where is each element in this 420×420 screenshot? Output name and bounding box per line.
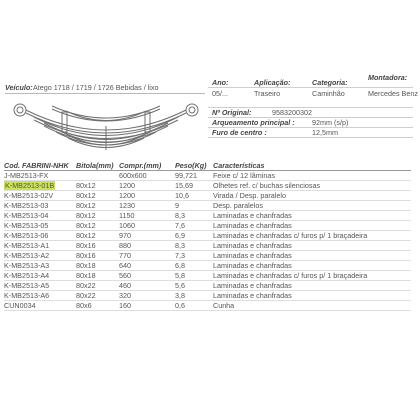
original-number-value: 9583200302: [272, 108, 312, 117]
center-hole-label: Furo de centro :: [212, 128, 267, 137]
part-gauge: 80x12: [76, 201, 96, 210]
manufacturer-header: Montadora:: [368, 73, 408, 82]
part-gauge: 80x12: [76, 221, 96, 230]
col-gauge-header: Bitola(mm): [76, 161, 114, 170]
part-length: 1230: [119, 201, 135, 210]
part-weight: 5,6: [175, 281, 185, 290]
application-value: Traseiro: [254, 89, 281, 98]
col-weight-header: Peso(Kg): [175, 161, 207, 170]
part-features: Laminadas e chanfradas: [213, 221, 292, 230]
part-weight: 7,6: [175, 221, 185, 230]
info-headers-row: [208, 73, 413, 88]
part-code: K-MB2513-05: [4, 221, 49, 230]
part-gauge: 80x12: [76, 231, 96, 240]
part-gauge: 80x12: [76, 191, 96, 200]
part-features: Laminadas e chanfradas: [213, 211, 292, 220]
leaf-spring-illustration: [4, 92, 208, 158]
part-weight: 3,8: [175, 291, 185, 300]
part-length: 600x600: [119, 171, 147, 180]
category-header: Categoria:: [312, 78, 348, 87]
part-features: Cunha: [213, 301, 235, 310]
part-features: Laminadas e chanfradas: [213, 251, 292, 260]
part-length: 640: [119, 261, 131, 270]
part-features: Laminadas e chanfradas c/ furos p/ 1 braçadeira: [213, 271, 368, 280]
part-weight: 8,3: [175, 241, 185, 250]
part-code: CUN0034: [4, 301, 36, 310]
part-code: K-MB2513-A5: [4, 281, 50, 290]
part-weight: 15,69: [175, 181, 193, 190]
original-number-label: Nº Original:: [212, 108, 252, 117]
part-features: Olhetes ref. c/ buchas silenciosas: [213, 181, 321, 190]
part-weight: 9: [175, 201, 179, 210]
part-features: Desp. paralelos: [213, 201, 263, 210]
part-length: 880: [119, 241, 131, 250]
part-code: K-MB2513-06: [4, 231, 49, 240]
vehicle-value: Atego 1718 / 1719 / 1726 Bebidas / lixo: [33, 83, 159, 92]
part-code: K-MB2513-A6: [4, 291, 50, 300]
part-weight: 10,6: [175, 191, 189, 200]
part-gauge: 80x12: [76, 181, 96, 190]
col-code-header: Cod. FABRINI-NHK: [4, 161, 69, 170]
part-code: K-MB2513-03: [4, 201, 49, 210]
part-length: 770: [119, 251, 131, 260]
part-length: 460: [119, 281, 131, 290]
part-gauge: 80x18: [76, 261, 96, 270]
part-code: K-MB2513-01B: [5, 181, 55, 190]
part-weight: 0,6: [175, 301, 185, 310]
part-code: K-MB2513-A1: [4, 241, 50, 250]
part-length: 560: [119, 271, 131, 280]
part-length: 320: [119, 291, 131, 300]
year-value: 05/...: [212, 89, 228, 98]
part-features: Laminadas e chanfradas: [213, 281, 292, 290]
vehicle-label: Veículo:: [5, 83, 33, 92]
part-features: Virada / Desp. paralelo: [213, 191, 286, 200]
year-header: Ano:: [212, 78, 229, 87]
part-length: 160: [119, 301, 131, 310]
part-code: K-MB2513-04: [4, 211, 49, 220]
part-gauge: 80x12: [76, 211, 96, 220]
part-code: K-MB2513-A2: [4, 251, 50, 260]
part-features: Laminadas e chanfradas: [213, 291, 292, 300]
vehicle-row: [5, 83, 205, 94]
part-length: 1060: [119, 221, 135, 230]
part-length: 1200: [119, 181, 135, 190]
part-weight: 99,721: [175, 171, 197, 180]
camber-label: Arqueamento principal :: [212, 118, 295, 127]
product-info: [208, 73, 418, 147]
part-weight: 8,3: [175, 211, 185, 220]
part-weight: 6,8: [175, 261, 185, 270]
part-gauge: 80x22: [76, 281, 96, 290]
part-features: Laminadas e chanfradas c/ furos p/ 1 braçadeira: [213, 231, 368, 240]
part-length: 970: [119, 231, 131, 240]
part-weight: 7,3: [175, 251, 185, 260]
application-header: Aplicação:: [254, 78, 291, 87]
part-code: J-MB2513-FX: [4, 171, 49, 180]
part-gauge: 80x16: [76, 241, 96, 250]
part-gauge: 80x18: [76, 271, 96, 280]
part-code: K-MB2513-A3: [4, 261, 50, 270]
part-features: Feixe c/ 12 lâminas: [213, 171, 275, 180]
category-value: Caminhão: [312, 89, 345, 98]
col-length-header: Compr.(mm): [119, 161, 162, 170]
part-length: 1200: [119, 191, 135, 200]
col-features-header: Características: [213, 161, 265, 170]
part-length: 1150: [119, 211, 135, 220]
part-code: K-MB2513-02V: [4, 191, 54, 200]
manufacturer-value: Mercedes Benz: [368, 89, 418, 98]
table-row: [4, 300, 411, 311]
part-code: K-MB2513-A4: [4, 271, 50, 280]
camber-value: 92mm (s/p): [312, 118, 349, 127]
center-hole-value: 12,5mm: [312, 128, 338, 137]
part-weight: 5,8: [175, 271, 185, 280]
part-gauge: 80x6: [76, 301, 92, 310]
part-features: Laminadas e chanfradas: [213, 261, 292, 270]
center-hole-row: [208, 127, 413, 138]
part-weight: 6,9: [175, 231, 185, 240]
part-gauge: 80x22: [76, 291, 96, 300]
part-features: Laminadas e chanfradas: [213, 241, 292, 250]
part-gauge: 80x16: [76, 251, 96, 260]
